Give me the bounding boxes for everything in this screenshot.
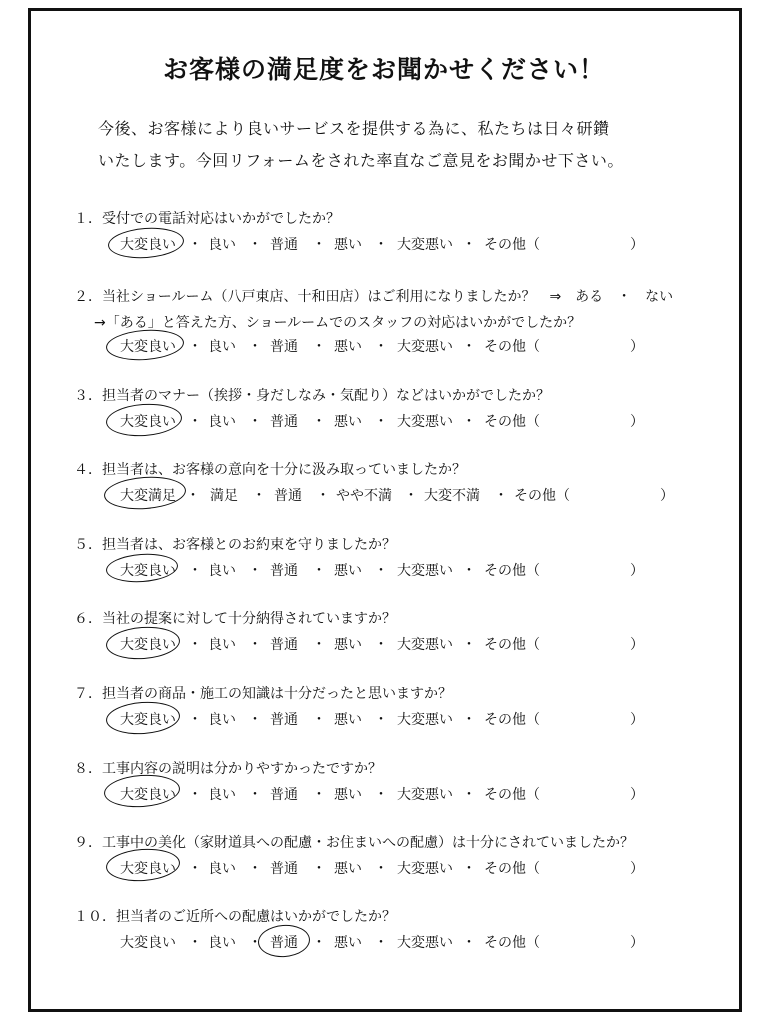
option-5[interactable]: 大変悪い (397, 237, 453, 253)
page-title: お客様の満足度をお聞かせください！ (162, 55, 605, 84)
option-other-close: ） (630, 861, 644, 877)
option-2[interactable]: 満足 (210, 488, 238, 504)
option-other-close: ） (630, 414, 644, 430)
option-1[interactable]: 大変良い (120, 861, 176, 877)
separator-dot: ・ (312, 712, 326, 728)
option-5[interactable]: 大変不満 (424, 488, 480, 504)
question-4-text: ４．担当者は、お客様の意向を十分に汲み取っていましたか？ (74, 462, 466, 478)
option-4[interactable]: 悪い (334, 637, 362, 653)
separator-dot: ・ (494, 488, 508, 504)
option-5[interactable]: 大変悪い (397, 935, 453, 951)
separator-dot: ・ (188, 237, 202, 253)
question-1-text: １．受付での電話対応はいかがでしたか？ (74, 211, 340, 227)
separator-dot: ・ (462, 339, 476, 355)
question-10-text: １０．担当者のご近所への配慮はいかがでしたか？ (74, 909, 396, 925)
separator-dot: ・ (404, 488, 418, 504)
option-other[interactable]: その他（ (484, 637, 540, 653)
question-8 (0, 758, 768, 830)
separator-dot: ・ (374, 861, 388, 877)
option-5[interactable]: 大変悪い (397, 787, 453, 803)
separator-dot: ・ (312, 787, 326, 803)
separator-dot: ・ (374, 339, 388, 355)
option-2[interactable]: 良い (208, 712, 236, 728)
option-3[interactable]: 普通 (270, 935, 298, 951)
option-4[interactable]: 悪い (334, 237, 362, 253)
separator-dot: ・ (462, 237, 476, 253)
question-2 (0, 286, 768, 366)
question-9-text: ９．工事中の美化（家財道具への配慮・お住まいへの配慮）は十分にされていましたか？ (74, 835, 634, 851)
separator-dot: ・ (312, 861, 326, 877)
question-5 (0, 534, 768, 606)
separator-dot: ・ (188, 339, 202, 355)
separator-dot: ・ (462, 637, 476, 653)
separator-dot: ・ (188, 712, 202, 728)
question-1 (0, 208, 768, 280)
option-other[interactable]: その他（ (484, 935, 540, 951)
option-1[interactable]: 大変良い (120, 237, 176, 253)
question-3-text: ３．担当者のマナー（挨拶・身だしなみ・気配り）などはいかがでしたか？ (74, 388, 550, 404)
separator-dot: ・ (312, 237, 326, 253)
separator-dot: ・ (462, 712, 476, 728)
option-2[interactable]: 良い (208, 637, 236, 653)
separator-dot: ・ (312, 935, 326, 951)
option-2[interactable]: 良い (208, 787, 236, 803)
separator-dot: ・ (374, 787, 388, 803)
question-7-text: ７．担当者の商品・施工の知識は十分だったと思いますか？ (74, 686, 452, 702)
separator-dot: ・ (248, 935, 262, 951)
separator-dot: ・ (248, 414, 262, 430)
option-4[interactable]: 悪い (334, 414, 362, 430)
separator-dot: ・ (248, 563, 262, 579)
option-1[interactable]: 大変良い (120, 339, 176, 355)
option-3[interactable]: 普通 (270, 339, 298, 355)
option-5[interactable]: 大変悪い (397, 414, 453, 430)
option-1[interactable]: 大変満足 (120, 488, 176, 504)
option-4[interactable]: 悪い (334, 712, 362, 728)
option-other-close: ） (630, 787, 644, 803)
option-other-close: ） (630, 563, 644, 579)
option-1[interactable]: 大変良い (120, 637, 176, 653)
option-3[interactable]: 普通 (270, 712, 298, 728)
separator-dot: ・ (248, 637, 262, 653)
option-2[interactable]: 良い (208, 861, 236, 877)
option-3[interactable]: 普通 (270, 787, 298, 803)
separator-dot: ・ (374, 414, 388, 430)
option-other[interactable]: その他（ (484, 787, 540, 803)
option-2[interactable]: 良い (208, 563, 236, 579)
question-2-text: ２．当社ショールーム（八戸東店、十和田店）はご利用になりましたか？ ⇒ ある ・ ない (74, 289, 674, 305)
question-2-subtext: →「ある」と答えた方、ショールームでのスタッフの対応はいかがでしたか？ (94, 315, 582, 331)
question-4 (0, 459, 768, 531)
option-other[interactable]: その他（ (484, 414, 540, 430)
question-3 (0, 385, 768, 457)
option-3[interactable]: 普通 (270, 637, 298, 653)
option-5[interactable]: 大変悪い (397, 637, 453, 653)
separator-dot: ・ (462, 787, 476, 803)
question-7 (0, 683, 768, 755)
option-1[interactable]: 大変良い (120, 414, 176, 430)
question-10 (0, 906, 768, 978)
separator-dot: ・ (374, 637, 388, 653)
option-3[interactable]: 普通 (270, 563, 298, 579)
separator-dot: ・ (248, 339, 262, 355)
option-3[interactable]: 普通 (270, 237, 298, 253)
intro-line-2: いたします。今回リフォームをされた率直なご意見をお聞かせ下さい。 (98, 151, 624, 170)
option-other[interactable]: その他（ (484, 712, 540, 728)
option-4[interactable]: 悪い (334, 935, 362, 951)
separator-dot: ・ (248, 712, 262, 728)
separator-dot: ・ (186, 488, 200, 504)
separator-dot: ・ (188, 637, 202, 653)
separator-dot: ・ (374, 935, 388, 951)
option-1[interactable]: 大変良い (120, 935, 176, 951)
separator-dot: ・ (462, 563, 476, 579)
option-other[interactable]: その他（ (484, 237, 540, 253)
separator-dot: ・ (248, 861, 262, 877)
option-5[interactable]: 大変悪い (397, 861, 453, 877)
option-1[interactable]: 大変良い (120, 563, 176, 579)
option-4[interactable]: 悪い (334, 339, 362, 355)
option-other-close: ） (630, 339, 644, 355)
option-1[interactable]: 大変良い (120, 787, 176, 803)
option-other-close: ） (630, 237, 644, 253)
option-other-close: ） (630, 935, 644, 951)
separator-dot: ・ (188, 935, 202, 951)
separator-dot: ・ (188, 563, 202, 579)
option-4[interactable]: 悪い (334, 787, 362, 803)
separator-dot: ・ (312, 339, 326, 355)
option-3[interactable]: 普通 (270, 861, 298, 877)
separator-dot: ・ (312, 414, 326, 430)
separator-dot: ・ (316, 488, 330, 504)
question-8-text: ８．工事内容の説明は分かりやすかったですか？ (74, 761, 382, 777)
option-4[interactable]: やや不満 (336, 488, 392, 504)
separator-dot: ・ (462, 935, 476, 951)
separator-dot: ・ (312, 563, 326, 579)
option-3[interactable]: 普通 (270, 414, 298, 430)
separator-dot: ・ (188, 787, 202, 803)
option-other[interactable]: その他（ (484, 861, 540, 877)
option-2[interactable]: 良い (208, 935, 236, 951)
separator-dot: ・ (312, 637, 326, 653)
separator-dot: ・ (248, 237, 262, 253)
separator-dot: ・ (374, 712, 388, 728)
option-2[interactable]: 良い (208, 339, 236, 355)
option-5[interactable]: 大変悪い (397, 563, 453, 579)
separator-dot: ・ (188, 414, 202, 430)
option-other-close: ） (630, 712, 644, 728)
option-other[interactable]: その他（ (514, 488, 570, 504)
separator-dot: ・ (374, 563, 388, 579)
option-4[interactable]: 悪い (334, 563, 362, 579)
separator-dot: ・ (188, 861, 202, 877)
option-other-close: ） (630, 637, 644, 653)
option-4[interactable]: 悪い (334, 861, 362, 877)
question-9 (0, 832, 768, 904)
option-2[interactable]: 良い (208, 414, 236, 430)
separator-dot: ・ (462, 414, 476, 430)
question-6-text: ６．当社の提案に対して十分納得されていますか？ (74, 611, 396, 627)
separator-dot: ・ (462, 861, 476, 877)
question-6 (0, 608, 768, 680)
option-2[interactable]: 良い (208, 237, 236, 253)
option-3[interactable]: 普通 (274, 488, 302, 504)
question-5-text: ５．担当者は、お客様とのお約束を守りましたか？ (74, 537, 396, 553)
separator-dot: ・ (252, 488, 266, 504)
separator-dot: ・ (374, 237, 388, 253)
option-other[interactable]: その他（ (484, 563, 540, 579)
option-1[interactable]: 大変良い (120, 712, 176, 728)
option-other-close: ） (660, 488, 674, 504)
option-other[interactable]: その他（ (484, 339, 540, 355)
separator-dot: ・ (248, 787, 262, 803)
option-5[interactable]: 大変悪い (397, 712, 453, 728)
option-5[interactable]: 大変悪い (397, 339, 453, 355)
intro-line-1: 今後、お客様により良いサービスを提供する為に、私たちは日々研鑽 (98, 119, 610, 138)
